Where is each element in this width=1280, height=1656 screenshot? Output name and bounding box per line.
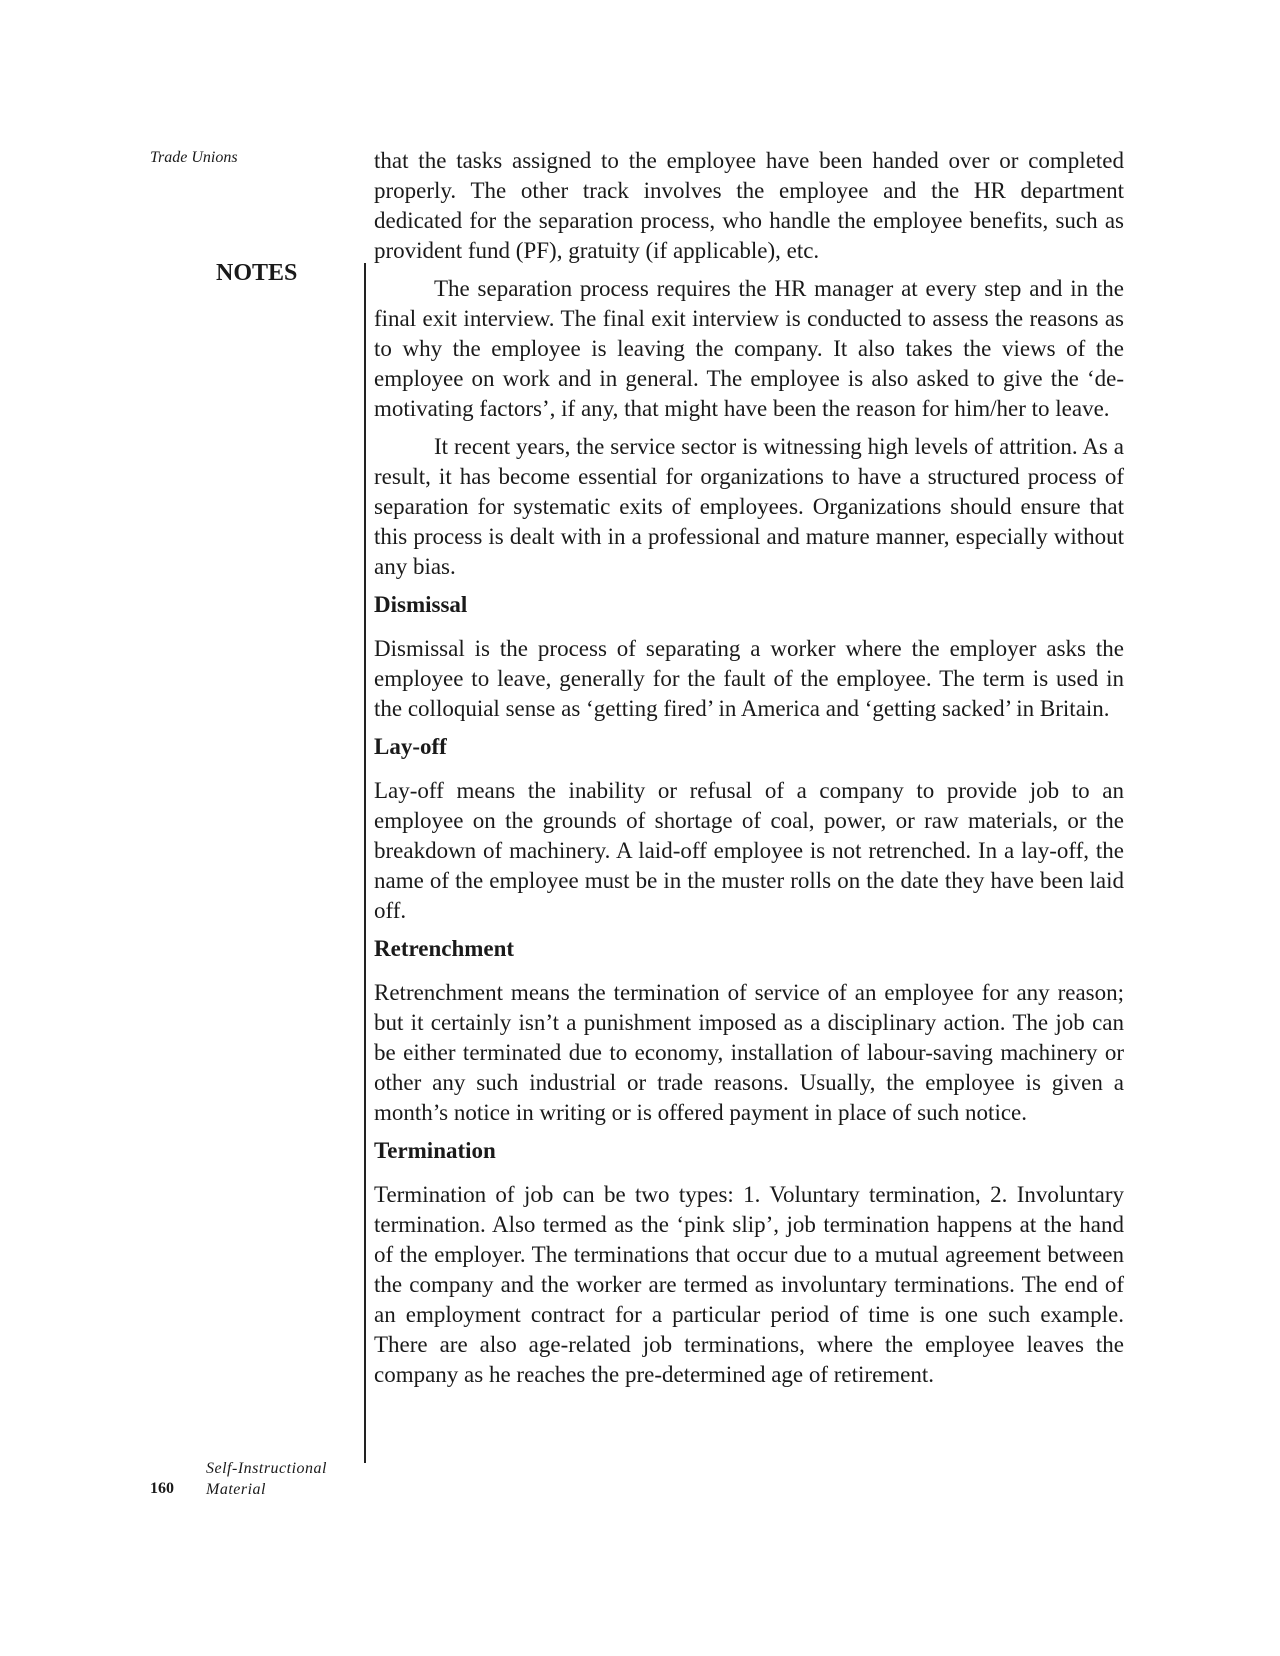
margin-rule <box>364 263 366 1463</box>
notes-label: NOTES <box>216 260 298 286</box>
running-head: Trade Unions <box>150 149 238 166</box>
page-number: 160 <box>150 1480 174 1497</box>
heading-termination: Termination <box>374 1138 496 1163</box>
paragraph-dismissal: Dismissal is the process of separating a worker where the employer asks the employee to leave, generally for the fault of the employee. The term is used in the colloquial sense as ‘getting fired’ in America and ‘getting sacked’ in Britain. <box>374 636 1124 721</box>
paragraph-continuation: that the tasks assigned to the employee have been handed over or completed properly. The other track involves the employee and the HR department dedicated for the separation process, who handle the employee benefits, such as provident fund (PF), gratuity (if applicable), etc. <box>374 148 1124 263</box>
paragraph-layoff: Lay-off means the inability or refusal of a company to provide job to an employee on the grounds of shortage of coal, power, or raw materials, or the breakdown of machinery. A laid-off employee is not retrenched. In a lay-off, the name of the employee must be in the muster rolls on the date they have been laid off. <box>374 778 1124 923</box>
footer-label-line1: Self-Instructional <box>206 1460 327 1477</box>
heading-layoff: Lay-off <box>374 734 447 759</box>
paragraph-retrenchment: Retrenchment means the termination of service of an employee for any reason; but it certainly isn’t a punishment imposed as a disciplinary action. The job can be either terminated due to economy, installation of labour-saving machinery or other any such industrial or trade reasons. Usually, the employee is given a month’s notice in writing or is offered payment in place of such notice. <box>374 980 1124 1125</box>
heading-dismissal: Dismissal <box>374 592 468 617</box>
body-content <box>374 146 1124 1398</box>
paragraph-attrition: It recent years, the service sector is witnessing high levels of attrition. As a result, it has become essential for organizations to have a structured process of separation for systematic exits of employees. Organizations should ensure that this process is dealt with in a professional and mature manner, especially without any bias. <box>374 434 1124 579</box>
footer-label <box>206 1458 327 1500</box>
paragraph-exit-interview: The separation process requires the HR manager at every step and in the final exit interview. The final exit interview is conducted to assess the reasons as to why the employee is leaving the company. It also takes the views of the employee on work and in general. The employee is also asked to give the ‘de-motivating factors’, if any, that might have been the reason for him/her to leave. <box>374 276 1124 421</box>
paragraph-termination: Termination of job can be two types: 1. Voluntary termination, 2. Involuntary termination. Also termed as the ‘pink slip’, job termination happens at the hand of the employer. The terminations that occur due to a mutual agreement between the company and the worker are termed as involuntary terminations. The end of an employment contract for a particular period of time is one such example. There are also age-related job terminations, where the employee leaves the company as he reaches the pre-determined age of retirement. <box>374 1182 1124 1387</box>
footer-label-line2: Material <box>206 1481 266 1498</box>
heading-retrenchment: Retrenchment <box>374 936 515 961</box>
